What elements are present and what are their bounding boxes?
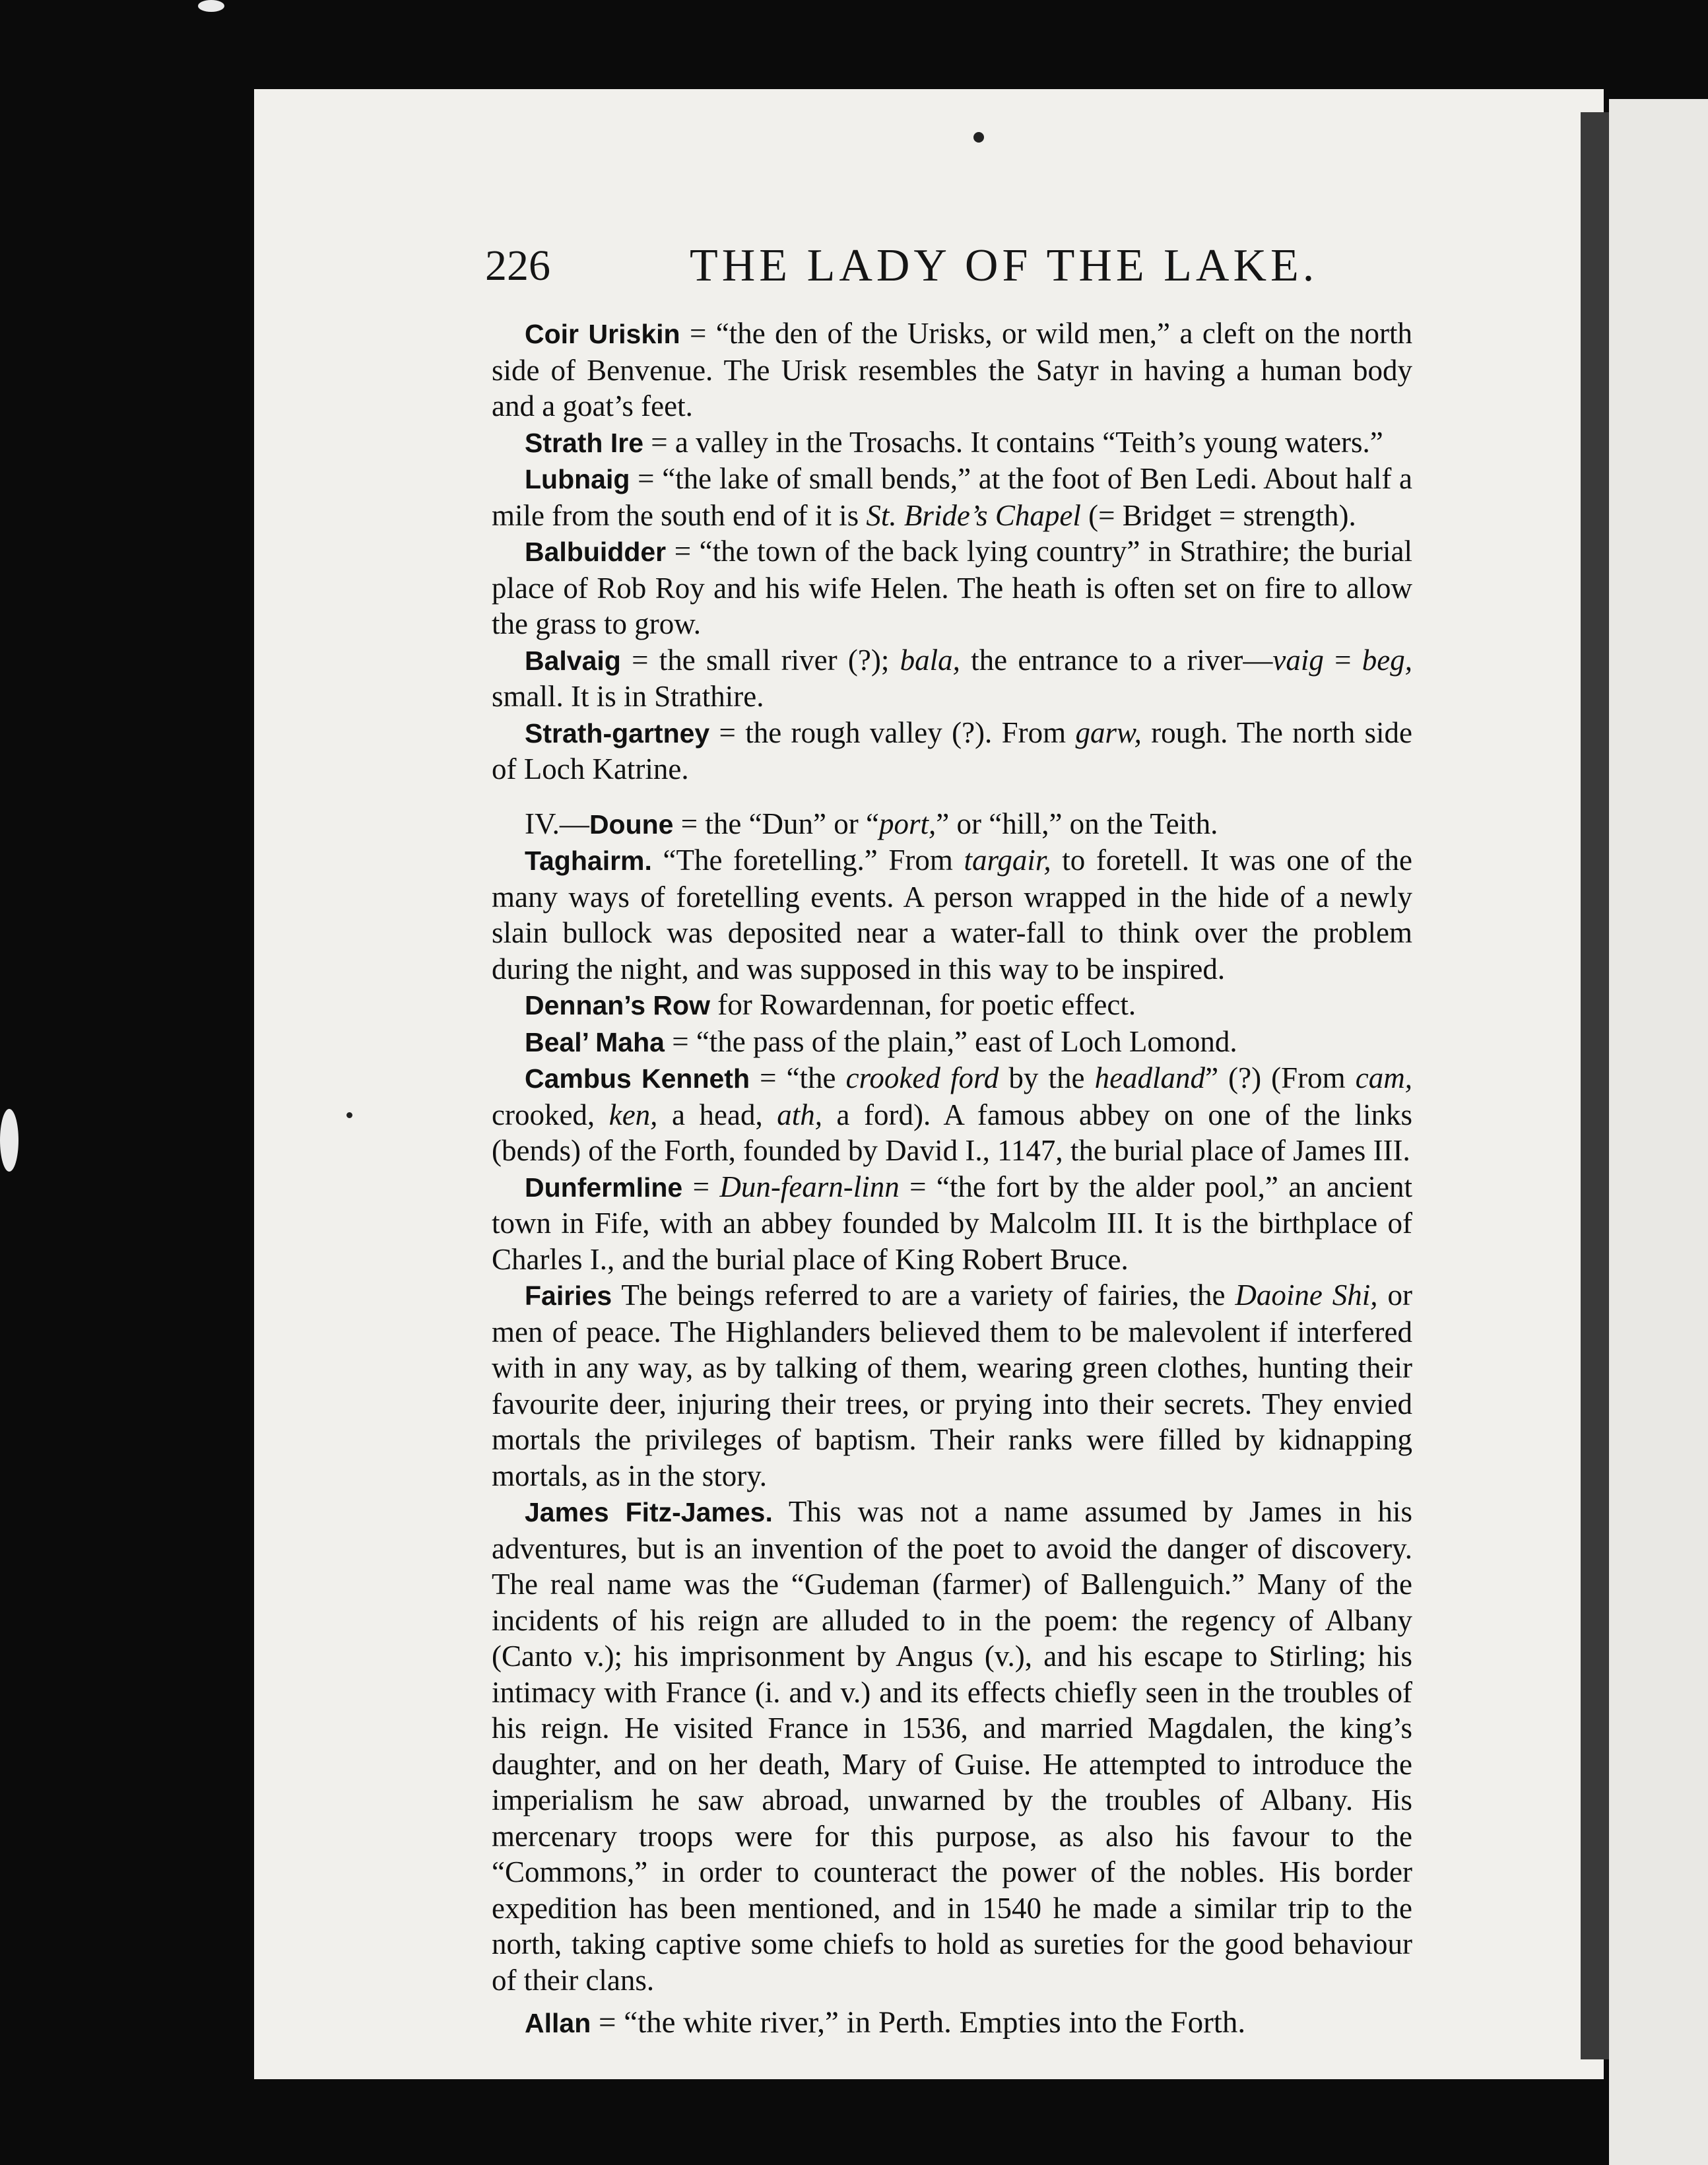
headword: James Fitz-James. — [525, 1497, 773, 1527]
headword: Allan — [525, 2008, 591, 2038]
definition: small. It is in Strathire. — [492, 680, 764, 713]
headword: Lubnaig — [525, 464, 630, 494]
definition-italic: Dun-fearn-linn — [719, 1170, 900, 1203]
definition: a head, — [657, 1098, 777, 1131]
definition: = the rough valley (?). From — [709, 716, 1076, 749]
headword: Dennan’s Row — [525, 990, 710, 1020]
glossary-entry — [492, 1060, 1412, 1169]
glossary-entry — [492, 1494, 1412, 1998]
page-gutter-shadow — [1581, 112, 1609, 2059]
definition: = “the — [750, 1061, 846, 1094]
definition: ” (?) (From — [1205, 1061, 1356, 1094]
definition: = “the pass of the plain,” east of Loch Lomond. — [664, 1024, 1237, 1058]
definition-italic: vaig — [1272, 643, 1324, 677]
glossary-entry — [492, 1024, 1412, 1061]
glossary-entry — [492, 424, 1412, 461]
ink-dot — [973, 132, 984, 143]
definition: = “the den of the Urisks, or wild men,” a cleft on the north side of Benvenue. The Urisk resembles the Satyr in having a human body and a goat’s feet. — [492, 317, 1412, 422]
definition: the entrance to a river— — [960, 643, 1273, 677]
definition: This was not a name assumed by James in his adventures, but is an invention of the poet to avoid the danger of discovery. The real name was the “Gudeman (farmer) of Ballenguich.” Many of the incidents of his reign are alluded to in the poem: the regency of Albany (Canto v.); his imprisonment by Angus (v.), and his escape to Stirling; his intimacy with France (i. and v.) and its effects chiefly seen in the troubles of his reign. He visited France in 1536, and married Magdalen, the king’s daughter, and on her death, Mary of Guise. He attempted to introduce the imperialism he saw abroad, unwarned by the troubles of Albany. His mercenary troops were for this purpose, as also his favour to the “Commons,” in order to counteract the power of the nobles. His border expedition has been mentioned, and in 1540 he made a similar trip to the north, taking captive some chiefs to hold as sureties for the good behaviour of their clans. — [492, 1495, 1413, 1997]
headword: Strath-gartney — [525, 717, 710, 749]
definition: ” or “hill,” on the Teith. — [936, 807, 1218, 840]
headword: Fairies — [525, 1281, 612, 1311]
headword: Coir Uriskin — [525, 319, 680, 349]
definition: = — [1323, 643, 1362, 677]
definition: = “the town of the back lying country” in Strathire; the burial place of Rob Roy and his wife Helen. The heath is often set on fire to allow the grass to grow. — [492, 535, 1412, 640]
definition-italic: beg, — [1362, 643, 1412, 677]
definition: = — [682, 1170, 720, 1203]
definition-italic: St. Bride’s Chapel — [866, 498, 1081, 532]
glossary-entry — [492, 461, 1412, 533]
glossary-entry — [492, 2005, 1412, 2042]
headword: Balbuidder — [525, 537, 667, 567]
glossary-entry — [492, 1277, 1412, 1494]
scan-speck — [198, 0, 224, 12]
glossary-entry — [492, 642, 1412, 715]
glossary-entry — [492, 842, 1412, 987]
definition: = “the lake of small bends,” at the foot of Ben Ledi. About half a mile from the south end of it is — [492, 462, 1412, 532]
definition: crooked, — [492, 1098, 609, 1131]
definition-italic: headland — [1094, 1061, 1206, 1094]
scan-speck — [0, 1109, 18, 1172]
glossary-entry — [492, 987, 1412, 1024]
definition: = “the fort by the alder pool,” an ancient town in Fife, with an abbey founded by Malcolm III. It is the birthplace of Charles I., and the burial place of King Robert Bruce. — [492, 1170, 1412, 1276]
section-number: IV.— — [525, 807, 589, 840]
glossary-entry — [492, 715, 1412, 787]
definition-italic: bala, — [900, 643, 960, 677]
definition-italic: ken, — [608, 1098, 658, 1131]
definition: or men of peace. The Highlanders believed them to be malevolent if interfered with in any way, as by talking of them, wearing green clothes, hunting their favourite deer, injuring their trees, or prying into their secrets. They envied mortals the privileges of baptism. Their ranks were filled by kidnapping mortals, as in the story. — [492, 1279, 1412, 1492]
definition-italic: cam, — [1355, 1061, 1412, 1094]
definition: = a valley in the Trosachs. It contains “Teith’s young waters.” — [643, 425, 1383, 459]
definition: = “the white river,” in Perth. Empties into the Forth. — [591, 2005, 1246, 2040]
running-title: THE LADY OF THE LAKE. — [690, 240, 1319, 291]
headword: Taghairm. — [525, 846, 652, 876]
adjacent-page-edge — [1609, 99, 1708, 2165]
definition-italic: crooked ford — [845, 1061, 999, 1094]
page-number: 226 — [485, 242, 550, 290]
headword: Cambus Kenneth — [525, 1063, 750, 1094]
glossary-entry — [492, 806, 1412, 843]
definition: = the small river (?); — [620, 643, 900, 677]
definition: = the “Dun” or “ — [673, 807, 879, 840]
definition: for Rowardennan, for poetic effect. — [709, 988, 1136, 1021]
definition: (= Bridget = strength). — [1080, 498, 1356, 532]
definition-italic: targair, — [964, 844, 1051, 877]
definition-italic: Daoine Shi, — [1235, 1279, 1378, 1312]
definition: to foretell. It was one of the many ways of foretelling events. A person wrapped in the hide of a newly slain bullock was deposited near a water-fall to think over the problem during the night, and was supposed in this way to be inspired. — [492, 844, 1412, 985]
headword: Doune — [589, 809, 674, 840]
definition: The beings referred to are a variety of fairies, the — [612, 1279, 1235, 1312]
definition: rough. The north side of Loch Katrine. — [492, 716, 1413, 785]
glossary-entry — [492, 533, 1412, 642]
definition: a ford). A famous abbey on one of the links (bends) of the Forth, founded by David I., 1147, the burial place of James III. — [492, 1098, 1412, 1167]
definition-italic: ath, — [777, 1098, 822, 1131]
definition: by the — [999, 1061, 1095, 1094]
ink-dot — [346, 1112, 352, 1118]
headword: Dunfermline — [525, 1172, 683, 1203]
definition-italic: port, — [879, 807, 936, 840]
glossary-entry — [492, 316, 1412, 424]
glossary-entry — [492, 1169, 1412, 1278]
page-header — [485, 228, 1495, 300]
headword: Strath Ire — [525, 427, 643, 458]
headword: Balvaig — [525, 645, 621, 676]
definition: “The foretelling.” From — [651, 844, 964, 877]
headword: Beal’ Maha — [525, 1026, 665, 1057]
glossary-text — [492, 316, 1412, 2042]
definition-italic: garw, — [1075, 716, 1142, 749]
